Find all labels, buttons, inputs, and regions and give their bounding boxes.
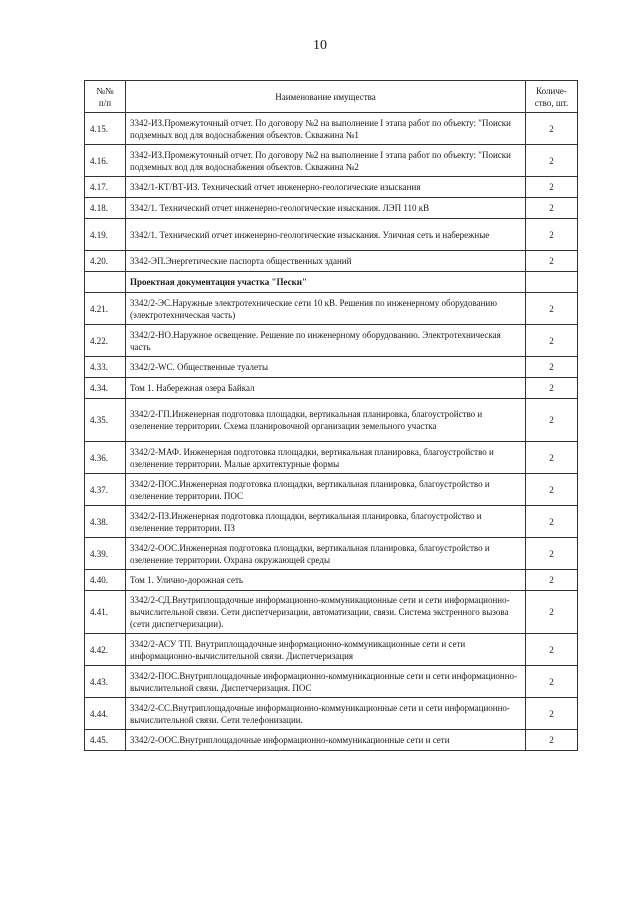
row-quantity: 2 bbox=[526, 442, 578, 474]
table-header-row bbox=[85, 81, 578, 113]
row-name: 3342/2-ООС.Инженерная подготовка площадки, вертикальная планировка, благоустройство и озеленение территории. Охрана окружающей среды bbox=[126, 538, 526, 570]
row-number: 4.45. bbox=[85, 730, 126, 751]
row-quantity: 2 bbox=[526, 666, 578, 698]
row-quantity: 2 bbox=[526, 219, 578, 251]
table-row bbox=[85, 730, 578, 751]
row-quantity: 2 bbox=[526, 145, 578, 177]
row-name: Том 1. Улично-дорожная сеть bbox=[126, 570, 526, 591]
row-number: 4.42. bbox=[85, 634, 126, 666]
row-name: 3342/1-КТ/ВТ-ИЗ. Технический отчет инженерно-геологические изыскания bbox=[126, 177, 526, 198]
row-name: 3342-ЭП.Энергетические паспорта общественных зданий bbox=[126, 251, 526, 272]
table-row bbox=[85, 634, 578, 666]
row-number: 4.33. bbox=[85, 357, 126, 378]
row-name: 3342/2-НО.Наружное освещение. Решение по инженерному оборудованию. Электротехническая часть bbox=[126, 325, 526, 357]
row-quantity: 2 bbox=[526, 177, 578, 198]
row-name: 3342/2-СД.Внутриплощадочные информационно-коммуникационные сети и сети информационно-вычислительной связи. Сети диспетчеризации, автоматизации, связи. Система экстренного вызова (сети диспетчеризации). bbox=[126, 591, 526, 634]
row-number: 4.44. bbox=[85, 698, 126, 730]
row-number: 4.38. bbox=[85, 506, 126, 538]
row-number: 4.36. bbox=[85, 442, 126, 474]
table-row bbox=[85, 145, 578, 177]
row-quantity: 2 bbox=[526, 293, 578, 325]
table-row bbox=[85, 570, 578, 591]
table-row bbox=[85, 177, 578, 198]
row-quantity: 2 bbox=[526, 113, 578, 145]
row-name: 3342-ИЗ.Промежуточный отчет. По договору №2 на выполнение I этапа работ по объекту: "Поиски подземных вод для водоснабжения объектов. Скважина №2 bbox=[126, 145, 526, 177]
row-number bbox=[85, 272, 126, 293]
table-row bbox=[85, 538, 578, 570]
row-name: 3342/2-СС.Внутриплощадочные информационно-коммуникационные сети и сети информационно-вычислительной связи. Сети телефонизации. bbox=[126, 698, 526, 730]
row-quantity: 2 bbox=[526, 634, 578, 666]
row-number: 4.35. bbox=[85, 399, 126, 442]
row-quantity: 2 bbox=[526, 378, 578, 399]
row-quantity: 2 bbox=[526, 506, 578, 538]
row-number: 4.43. bbox=[85, 666, 126, 698]
table-row bbox=[85, 442, 578, 474]
header-name: Наименование имущества bbox=[126, 81, 526, 113]
table-row bbox=[85, 666, 578, 698]
row-number: 4.19. bbox=[85, 219, 126, 251]
row-name: 3342/1. Технический отчет инженерно-геологические изыскания. ЛЭП 110 кВ bbox=[126, 198, 526, 219]
row-number: 4.22. bbox=[85, 325, 126, 357]
row-name: Том 1. Набережная озера Байкал bbox=[126, 378, 526, 399]
table-row bbox=[85, 113, 578, 145]
row-quantity: 2 bbox=[526, 251, 578, 272]
row-quantity: 2 bbox=[526, 570, 578, 591]
row-quantity bbox=[526, 272, 578, 293]
row-number: 4.37. bbox=[85, 474, 126, 506]
header-number: №№ п/п bbox=[85, 81, 126, 113]
table-row bbox=[85, 698, 578, 730]
row-quantity: 2 bbox=[526, 730, 578, 751]
row-name: 3342/2-WC. Общественные туалеты bbox=[126, 357, 526, 378]
table-row bbox=[85, 251, 578, 272]
row-name: 3342-ИЗ.Промежуточный отчет. По договору №2 на выполнение I этапа работ по объекту: "Поиски подземных вод для водоснабжения объектов. Скважина №1 bbox=[126, 113, 526, 145]
table-row bbox=[85, 325, 578, 357]
table-row bbox=[85, 506, 578, 538]
row-name: 3342/2-ПОС.Внутриплощадочные информационно-коммуникационные сети и сети информационно-вычислительной связи. Диспетчеризация. ПОС bbox=[126, 666, 526, 698]
row-number: 4.17. bbox=[85, 177, 126, 198]
table-row bbox=[85, 378, 578, 399]
row-number: 4.18. bbox=[85, 198, 126, 219]
row-quantity: 2 bbox=[526, 538, 578, 570]
row-quantity: 2 bbox=[526, 474, 578, 506]
row-name: 3342/2-ООС.Внутриплощадочные информационно-коммуникационные сети и сети bbox=[126, 730, 526, 751]
row-number: 4.39. bbox=[85, 538, 126, 570]
row-number: 4.16. bbox=[85, 145, 126, 177]
table-row bbox=[85, 293, 578, 325]
row-name: 3342/2-МАФ. Инженерная подготовка площадки, вертикальная планировка, благоустройство и озеленение территории. Малые архитектурные формы bbox=[126, 442, 526, 474]
row-number: 4.34. bbox=[85, 378, 126, 399]
inventory-table bbox=[84, 80, 578, 751]
row-number: 4.21. bbox=[85, 293, 126, 325]
row-quantity: 2 bbox=[526, 357, 578, 378]
row-quantity: 2 bbox=[526, 399, 578, 442]
row-name: 3342/2-ЭС.Наружные электротехнические сети 10 кВ. Решения по инженерному оборудованию (электротехническая часть) bbox=[126, 293, 526, 325]
row-number: 4.20. bbox=[85, 251, 126, 272]
table-row bbox=[85, 399, 578, 442]
row-quantity: 2 bbox=[526, 198, 578, 219]
row-number: 4.40. bbox=[85, 570, 126, 591]
page-number: 10 bbox=[313, 38, 327, 53]
row-name: 3342/2-ПЗ.Инженерная подготовка площадки, вертикальная планировка, благоустройство и озеленение территории. ПЗ bbox=[126, 506, 526, 538]
row-number: 4.41. bbox=[85, 591, 126, 634]
table-row bbox=[85, 591, 578, 634]
row-name: Проектная документация участка "Пески" bbox=[126, 272, 526, 293]
row-quantity: 2 bbox=[526, 325, 578, 357]
table-row bbox=[85, 219, 578, 251]
row-quantity: 2 bbox=[526, 591, 578, 634]
row-quantity: 2 bbox=[526, 698, 578, 730]
table-row bbox=[85, 357, 578, 378]
section-row bbox=[85, 272, 578, 293]
row-name: 3342/2-АСУ ТП. Внутриплощадочные информационно-коммуникационные сети и сети информационно-вычислительной связи. Диспетчеризация bbox=[126, 634, 526, 666]
header-quantity: Количе- ство, шт. bbox=[526, 81, 578, 113]
table-row bbox=[85, 198, 578, 219]
row-number: 4.15. bbox=[85, 113, 126, 145]
row-name: 3342/2-ПОС.Инженерная подготовка площадки, вертикальная планировка, благоустройство и озеленение территории. ПОС bbox=[126, 474, 526, 506]
table-row bbox=[85, 474, 578, 506]
row-name: 3342/1. Технический отчет инженерно-геологические изыскания. Уличная сеть и набережные bbox=[126, 219, 526, 251]
row-name: 3342/2-ГП.Инженерная подготовка площадки, вертикальная планировка, благоустройство и озеленение территории. Схема планировочной организации земельного участка bbox=[126, 399, 526, 442]
